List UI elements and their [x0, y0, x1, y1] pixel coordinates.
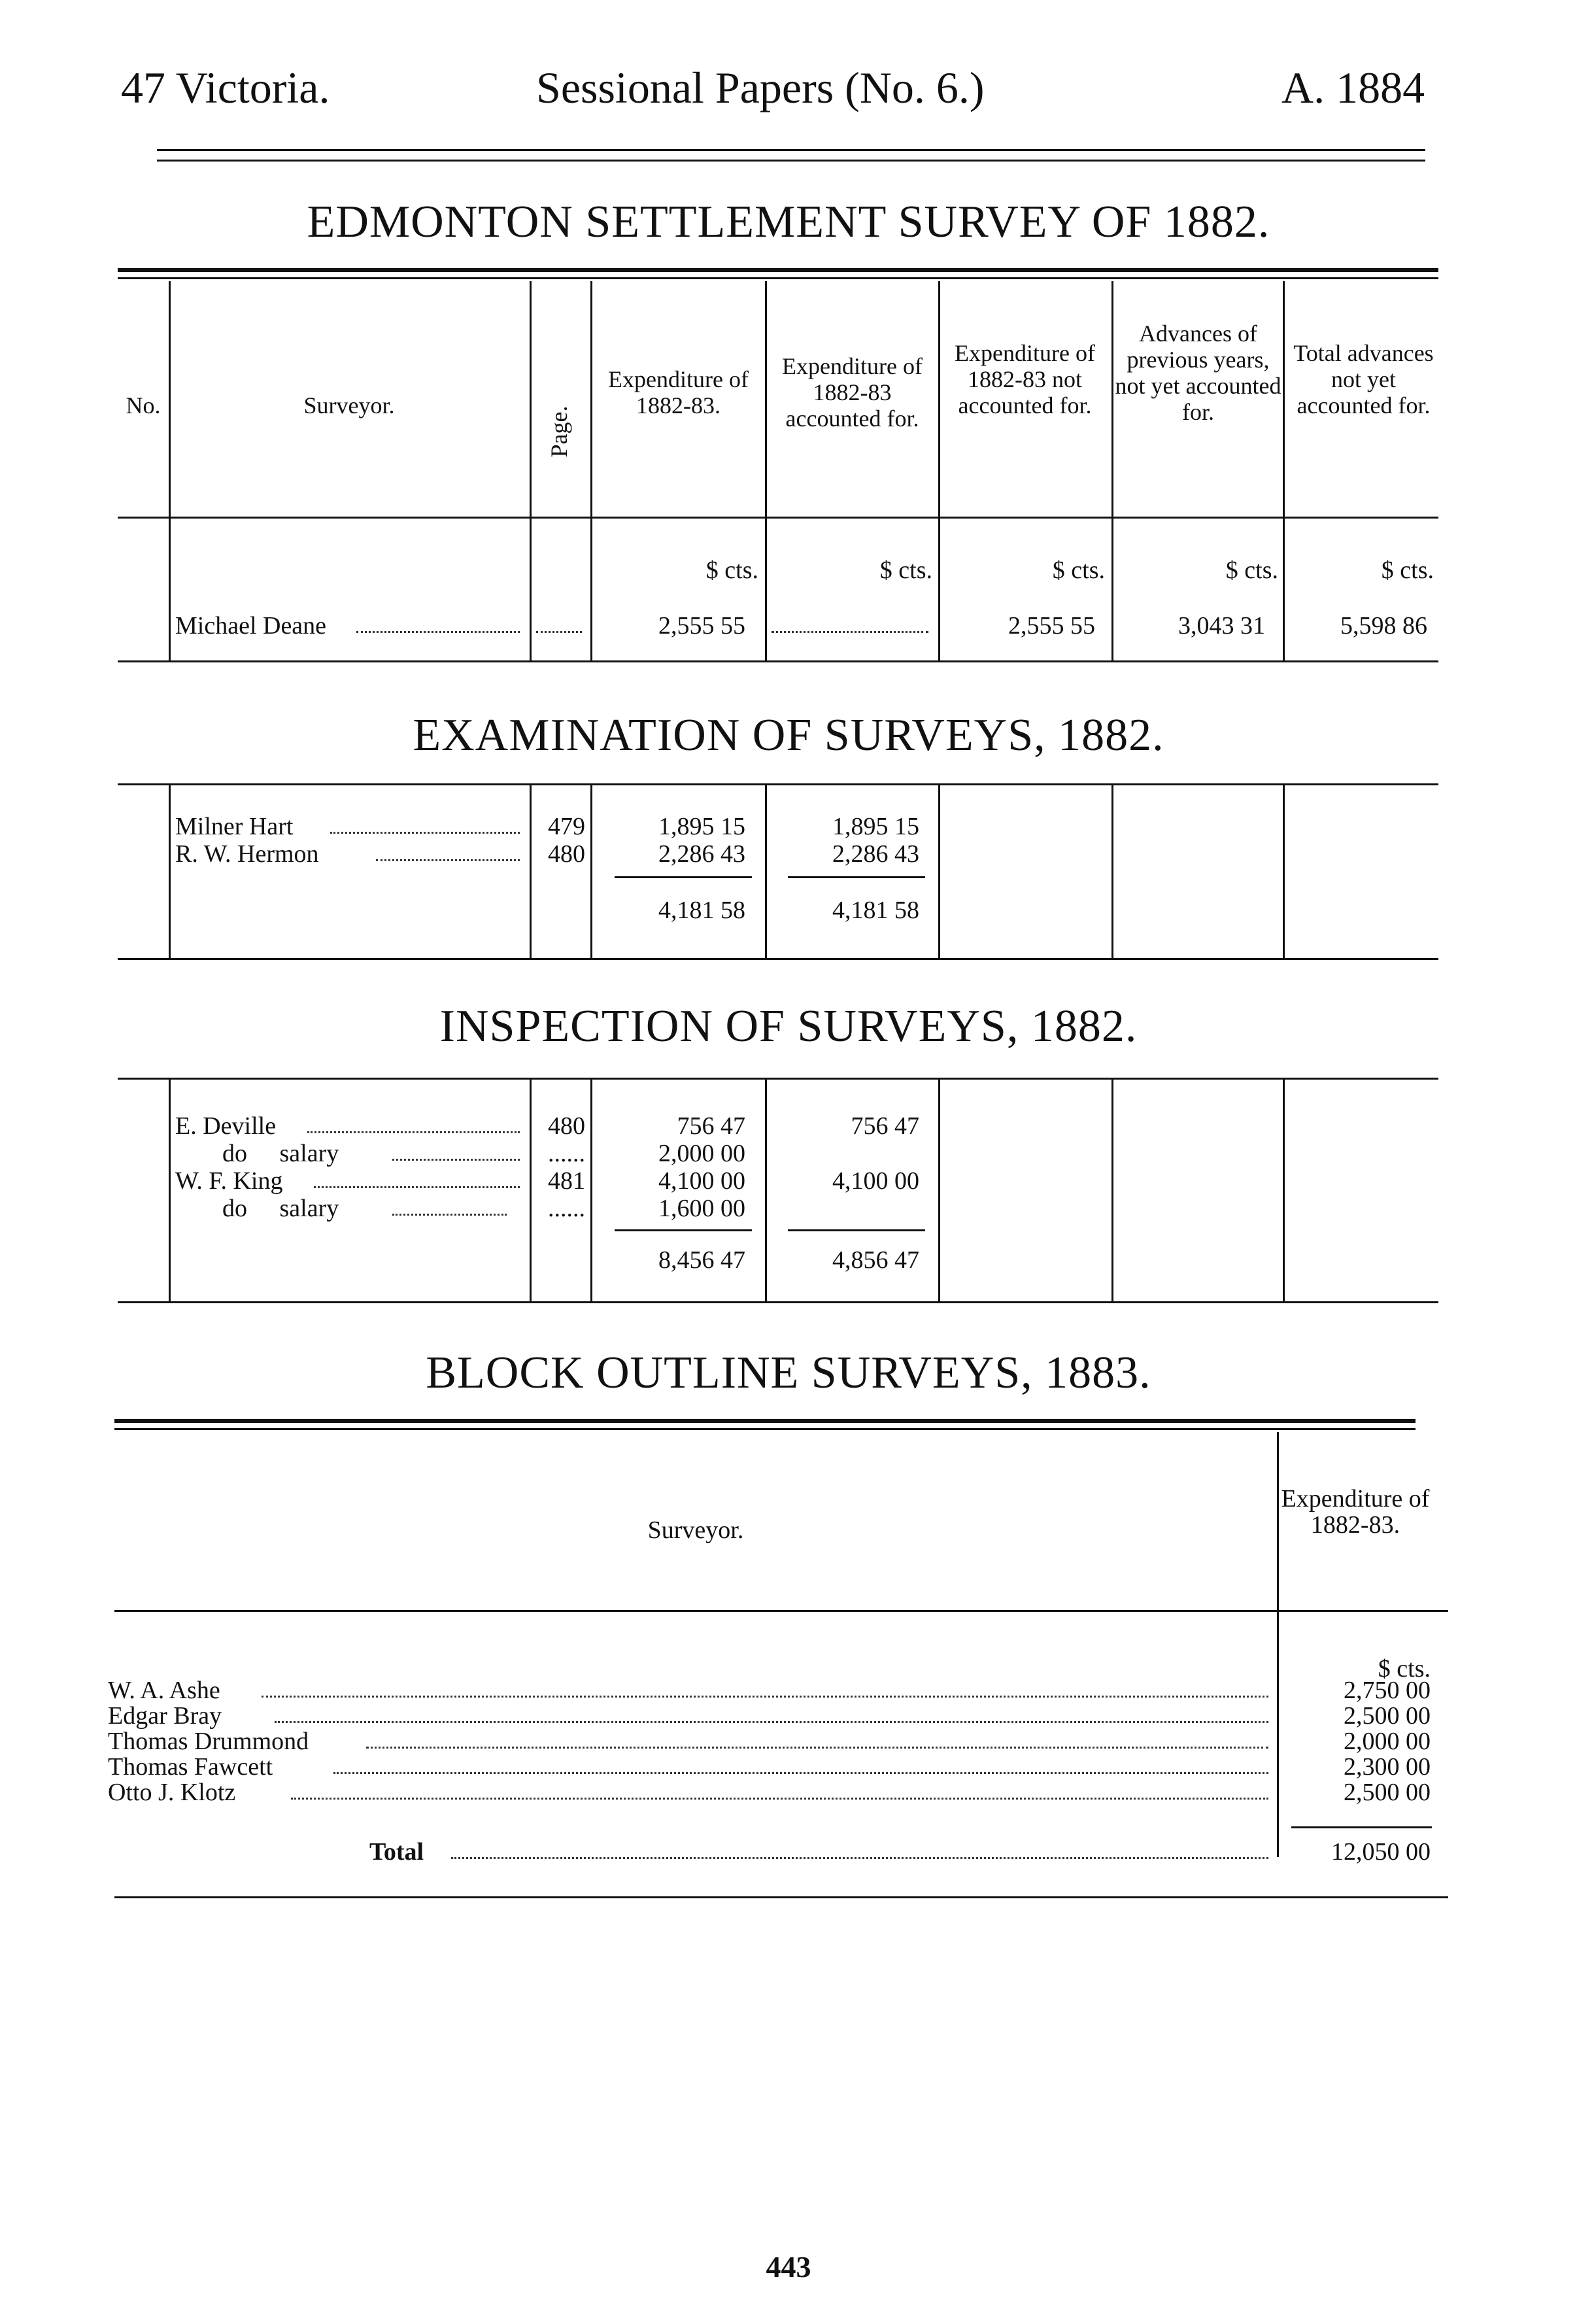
expenditure-value: 756 47 [677, 1112, 745, 1140]
unit-label: $ cts. [879, 556, 932, 584]
table1-top-rule-thin [118, 277, 1438, 279]
expenditure-value: 2,000 00 [658, 1140, 745, 1167]
expenditure-value: 2,000 00 [1344, 1728, 1431, 1755]
leader-dots [451, 1857, 1268, 1859]
leader-dots [275, 1721, 1268, 1723]
surveyor-name: W. F. King [175, 1167, 283, 1195]
header-year: A. 1884 [1281, 63, 1425, 112]
advances-value: 3,043 31 [1178, 612, 1265, 640]
expenditure-value: 2,555 55 [658, 612, 745, 640]
surveyor-name: Thomas Fawcett [108, 1753, 273, 1781]
surveyor-name: Edgar Bray [108, 1702, 222, 1730]
expenditure-value: 2,500 00 [1344, 1702, 1431, 1730]
page-number: 443 [766, 2250, 811, 2283]
total-expenditure: 8,456 47 [658, 1246, 745, 1274]
expenditure-not-accounted-value: 2,555 55 [1008, 612, 1095, 640]
total-expenditure: 12,050 00 [1331, 1838, 1431, 1866]
expenditure-value: 4,100 00 [658, 1167, 745, 1195]
leader-dots [314, 1186, 520, 1188]
col-header-surveyor: Surveyor. [303, 392, 395, 419]
col-line [938, 785, 940, 958]
col-line [530, 785, 532, 958]
col-header-expenditure: Expenditure of 1882-83. [608, 366, 749, 419]
table4-top-rule [114, 1419, 1416, 1423]
total-expenditure: 4,181 58 [658, 897, 745, 924]
page-number-cell: 480 [548, 840, 585, 868]
col-line [1283, 1079, 1285, 1301]
leader-dots [262, 1696, 1268, 1698]
header-sessional-papers: Sessional Papers (No. 6.) [536, 63, 985, 112]
accounted-value: 4,100 00 [832, 1167, 919, 1195]
col-line [590, 281, 592, 660]
surveyor-name: do salary [222, 1140, 339, 1167]
table2-top-rule [118, 783, 1438, 785]
unit-label: $ cts. [1052, 556, 1105, 584]
table4-top-rule-thin [114, 1428, 1416, 1430]
leader-dots [536, 631, 582, 633]
total-advances-value: 5,598 86 [1340, 612, 1427, 640]
accounted-value: 756 47 [851, 1112, 919, 1140]
page-number-cell: ...... [548, 1140, 585, 1167]
col-line [938, 281, 940, 660]
header-rule-2 [157, 160, 1425, 162]
col-line [765, 785, 767, 958]
table4-bottom-rule [114, 1896, 1448, 1898]
table1-header-rule [118, 517, 1438, 519]
surveyor-name: W. A. Ashe [108, 1677, 220, 1704]
expenditure-value: 2,500 00 [1344, 1779, 1431, 1806]
sum-rule [788, 876, 925, 878]
leader-dots [356, 631, 520, 633]
table3-top-rule [118, 1078, 1438, 1080]
expenditure-value: 1,600 00 [658, 1195, 745, 1222]
table4-header-rule [114, 1610, 1448, 1612]
leader-dots [392, 1214, 507, 1216]
table2-bottom-rule [118, 958, 1438, 960]
expenditure-value: 2,750 00 [1344, 1677, 1431, 1704]
col-line [1111, 785, 1113, 958]
col-line [169, 1079, 171, 1301]
col-line [590, 785, 592, 958]
sum-rule [1291, 1826, 1432, 1828]
surveyor-name: do salary [222, 1195, 339, 1222]
unit-label: $ cts. [1378, 1655, 1431, 1683]
page-number-cell: 480 [548, 1112, 585, 1140]
col-line [938, 1079, 940, 1301]
col-header-expenditure-accounted: Expenditure of 1882-83 accounted for. [782, 353, 923, 432]
expenditure-value: 1,895 15 [658, 813, 745, 840]
leader-dots [392, 1159, 520, 1161]
col-line [765, 1079, 767, 1301]
col-line [530, 1079, 532, 1301]
col-line [530, 281, 532, 660]
col-line [1283, 281, 1285, 660]
col-header-expenditure: Expenditure of 1882-83. [1281, 1485, 1430, 1539]
col-header-total-advances: Total advances not yet accounted for. [1293, 340, 1434, 419]
col-header-page: Page. [546, 405, 572, 458]
leader-dots [772, 631, 928, 633]
col-header-advances-previous: Advances of previous years, not yet accounted for. [1115, 320, 1281, 425]
col-header-expenditure-not-accounted: Expenditure of 1882-83 not accounted for. [955, 340, 1095, 419]
surveyor-name: E. Deville [175, 1112, 277, 1140]
col-line [1283, 785, 1285, 958]
leader-dots [366, 1747, 1268, 1749]
surveyor-name: Thomas Drummond [108, 1728, 309, 1755]
sum-rule [615, 876, 752, 878]
col-line [169, 281, 171, 660]
accounted-value: 1,895 15 [832, 813, 919, 840]
leader-dots [291, 1798, 1268, 1800]
total-label: Total [369, 1838, 424, 1866]
col-line [1277, 1432, 1279, 1857]
section-title-edmonton: EDMONTON SETTLEMENT SURVEY OF 1882. [307, 197, 1270, 247]
table1-top-rule [118, 268, 1438, 272]
surveyor-name: R. W. Hermon [175, 840, 319, 868]
leader-dots [376, 859, 520, 861]
col-line [1111, 1079, 1113, 1301]
total-accounted: 4,856 47 [832, 1246, 919, 1274]
col-line [765, 281, 767, 660]
expenditure-value: 2,300 00 [1344, 1753, 1431, 1781]
unit-label: $ cts. [1381, 556, 1434, 584]
header-volume: 47 Victoria. [121, 63, 330, 112]
sum-rule [788, 1229, 925, 1231]
total-accounted: 4,181 58 [832, 897, 919, 924]
leader-dots [333, 1772, 1268, 1774]
col-line [169, 785, 171, 958]
page-number-cell: ...... [548, 1195, 585, 1222]
accounted-value: 2,286 43 [832, 840, 919, 868]
col-header-surveyor: Surveyor. [647, 1516, 744, 1544]
col-line [1111, 281, 1113, 660]
section-title-examination: EXAMINATION OF SURVEYS, 1882. [413, 710, 1164, 760]
header-rule-1 [157, 149, 1425, 151]
unit-label: $ cts. [705, 556, 758, 584]
surveyor-name: Otto J. Klotz [108, 1779, 236, 1806]
surveyor-name: Milner Hart [175, 813, 294, 840]
table1-bottom-rule [118, 660, 1438, 662]
surveyor-name: Michael Deane [175, 612, 327, 640]
col-line [590, 1079, 592, 1301]
leader-dots [307, 1131, 520, 1133]
table3-bottom-rule [118, 1301, 1438, 1303]
section-title-block-outline: BLOCK OUTLINE SURVEYS, 1883. [426, 1348, 1151, 1398]
section-title-inspection: INSPECTION OF SURVEYS, 1882. [439, 1001, 1138, 1051]
page-number-cell: 481 [548, 1167, 585, 1195]
unit-label: $ cts. [1225, 556, 1278, 584]
expenditure-value: 2,286 43 [658, 840, 745, 868]
leader-dots [330, 832, 520, 834]
sum-rule [615, 1229, 752, 1231]
col-header-no: No. [126, 392, 161, 419]
page-number-cell: 479 [548, 813, 585, 840]
